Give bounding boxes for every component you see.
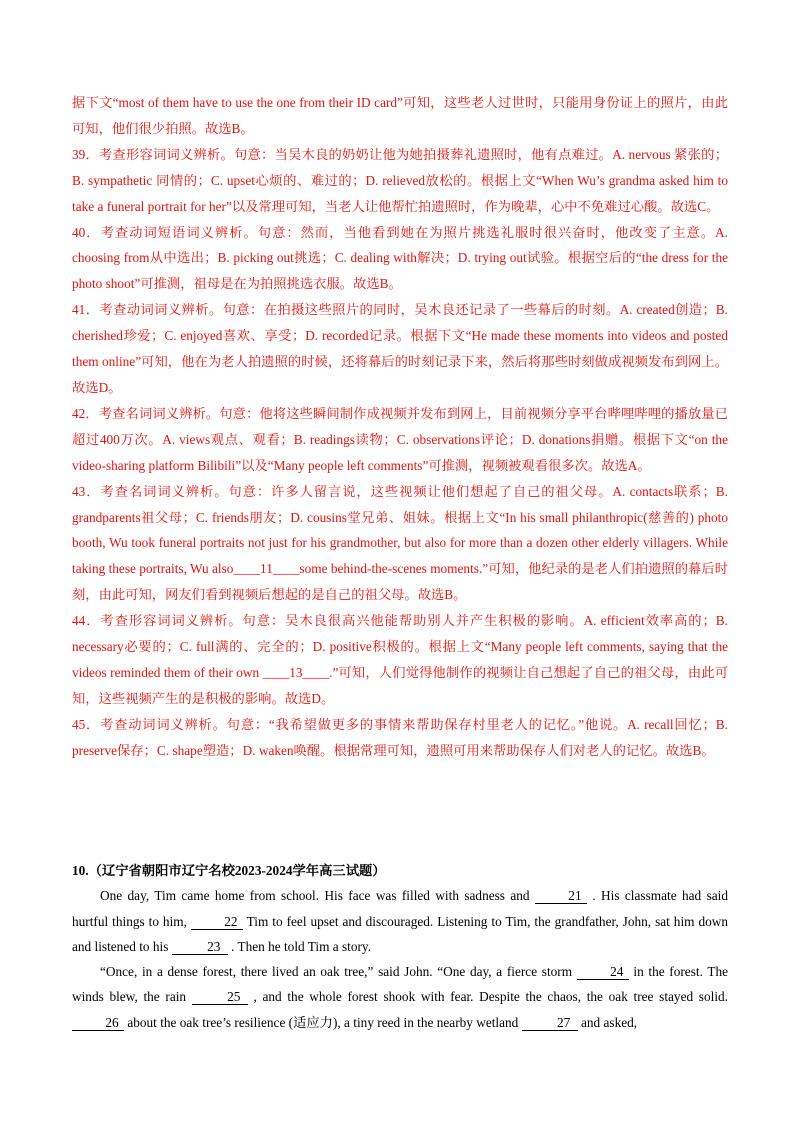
- passage-paragraph-2: [72, 959, 728, 1035]
- passage-text: “Once, in a dense forest, there lived an oak tree,” said John. “One day, a fierce storm: [100, 964, 577, 980]
- blank-22: 22: [191, 915, 243, 930]
- answer-explanations: [72, 90, 728, 764]
- blank-25: 25: [192, 990, 248, 1005]
- passage-paragraph-1: [72, 883, 728, 959]
- explanation-44: 44．考查形容词词义辨析。句意：吴木良很高兴他能帮助别人并产生积极的影响。A. efficient效率高的；B. necessary必要的；C. full满的、完全的；D. positive积极的。根据上文“Many people left comments, saying that the videos reminded them of their own ____13____.”可知，人们觉得他制作的视频让自己想起了自己的祖父母，由此可知，这些视频产生的是积极的影响。故选D。: [72, 613, 728, 706]
- passage-text: . His classmate had said hurtful things to him,: [72, 888, 728, 929]
- blank-21: 21: [535, 889, 587, 904]
- explanation-40: 40．考查动词短语词义辨析。句意：然而，当他看到她在为照片挑选礼服时很兴奋时，他改变了主意。A. choosing from从中选出；B. picking out挑选；C. dealing with解决；D. trying out试验。根据空后的“the dress for the photo shoot”可推测，祖母是在为拍照挑选衣服。故选B。: [72, 224, 728, 292]
- passage-text: One day, Tim came home from school. His face was filled with sadness and: [100, 888, 535, 904]
- passage-text: and asked,: [577, 1014, 638, 1030]
- explanation-41: 41．考查动词词义辨析。句意：在拍摄这些照片的同时，吴木良还记录了一些幕后的时刻。A. created创造；B. cherished珍爱；C. enjoyed喜欢、享受；D. recorded记录。根据下文“He made these moments into videos and posted them online”可知，他在为老人拍遗照的时候，还将幕后的时刻记录下来，然后将那些时刻做成视频发布到网上。故选D。: [72, 302, 728, 395]
- question-heading: 10.（辽宁省朝阳市辽宁名校2023-2024学年高三试题）: [72, 863, 386, 878]
- passage-text: , and the whole forest shook with fear. Despite the chaos, the oak tree stayed solid.: [247, 989, 728, 1005]
- explanation-42: 42．考查名词词义辨析。句意：他将这些瞬间制作成视频并发布到网上，目前视频分享平台哔哩哔哩的播放量已超过400万次。A. views观点、观看；B. readings读物；C. observations评论；D. donations捐赠。根据下文“on the video-sharing platform Bilibili”以及“Many people left comments”可推测，视频被观看很多次。故选A。: [72, 405, 728, 473]
- question-10: [72, 858, 728, 1035]
- passage-text: in the forest. The winds blew, the rain: [72, 964, 728, 1005]
- passage-text: about the oak tree’s resilience (适应力), a tiny reed in the nearby wetland: [124, 1014, 522, 1030]
- blank-23: 23: [172, 940, 228, 955]
- explanation-43: 43．考查名词词义辨析。句意：许多人留言说，这些视频让他们想起了自己的祖父母。A. contacts联系；B. grandparents祖父母；C. friends朋友；D. cousins堂兄弟、姐妹。根据上文“In his small philanthropic(慈善的) photo booth, Wu took funeral portraits not just for his grandmother, but also for more than a dozen other elderly villagers. While taking these portraits, Wu also____11____some behind-the-scenes moments.”可知，他纪录的是老人们拍遗照的幕后时刻，由此可知，网友们看到视频后想起的是自己的祖父母。故选B。: [72, 483, 728, 603]
- blank-24: 24: [577, 965, 629, 980]
- blank-26: 26: [72, 1016, 124, 1031]
- explanation-38-tail: 据下文“most of them have to use the one from their ID card”可知，这些老人过世时，只能用身份证上的照片，由此可知，他们很少拍照。故选B。: [72, 95, 728, 136]
- explanation-45: 45．考查动词词义辨析。句意：“我希望做更多的事情来帮助保存村里老人的记忆。”他说。A. recall回忆；B. preserve保存；C. shape塑造；D. waken唤醒。根据常理可知，遗照可用来帮助保存人们对老人的记忆。故选B。: [72, 716, 728, 758]
- passage-text: . Then he told Tim a story.: [227, 938, 372, 954]
- explanation-39: 39．考查形容词词义辨析。句意：当吴木良的奶奶让他为她拍摄葬礼遗照时，他有点难过。A. nervous 紧张的；B. sympathetic 同情的；C. upset心烦的、难过的；D. relieved放松的。根据上文“When Wu’s grandma asked him to take a funeral portrait for her”以及常理可知，当老人让他帮忙拍遗照时，作为晚辈，心中不免难过心酸。故选C。: [72, 146, 728, 214]
- blank-27: 27: [522, 1016, 578, 1031]
- passage-text: Tim to feel upset and discouraged. Listening to Tim, the grandfather, John, sat him down and listened to his: [72, 913, 728, 954]
